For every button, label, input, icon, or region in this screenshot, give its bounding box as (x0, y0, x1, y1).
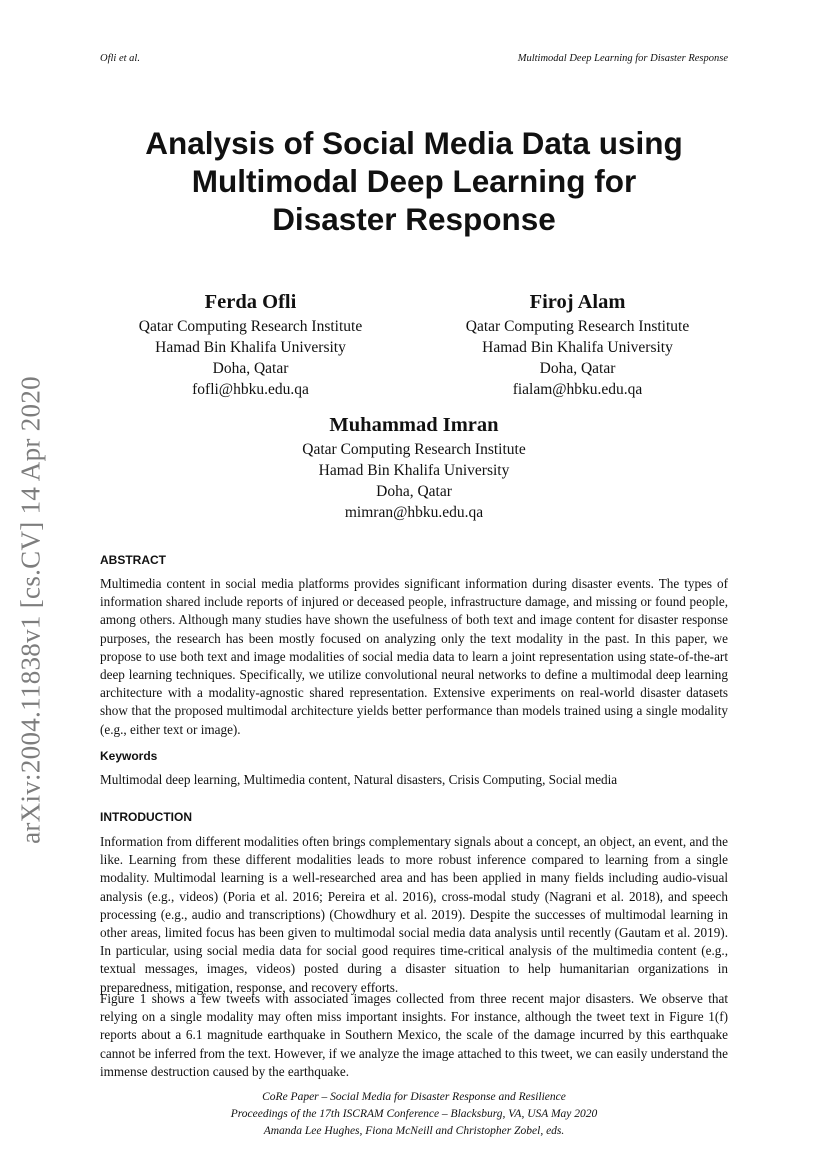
author-university: Hamad Bin Khalifa University (318, 462, 510, 479)
keywords-text: Multimodal deep learning, Multimedia content, Natural disasters, Crisis Computing, Social media (100, 772, 618, 787)
author-institute: Qatar Computing Research Institute (138, 318, 363, 335)
author-institute: Qatar Computing Research Institute (302, 441, 526, 458)
author-location: Doha, Qatar (539, 360, 616, 377)
author-university: Hamad Bin Khalifa University (155, 339, 346, 356)
author-university: Hamad Bin Khalifa University (482, 339, 673, 356)
title-line-2: Multimodal Deep Learning for (191, 163, 637, 199)
paper-title (100, 124, 728, 238)
author-block-alam (445, 289, 710, 400)
title-line-1: Analysis of Social Media Data using (145, 125, 683, 161)
introduction-paragraph-1: Information from different modalities often brings complementary signals about a concept, an object, an event, and the like. Learning from these different modalities leads to more robust inference compared to learning from a single modality. Multimodal learning is a well-researched area and has been applied in many fields including audio-visual analysis (e.g., videos) (Poria et al. 2016; Pereira et al. 2016), cross-modal study (Nagrani et al. 2018), and speech processing (e.g., audio and transcriptions) (Chowdhury et al. 2019). Despite the successes of multimodal learning in other areas, limited focus has been given to multimodal social media data analysis until recently (Gautam et al. 2019). In particular, using social media data for social good requires time-critical analysis of the multimedia content (e.g., textual messages, images, videos) posted during a disaster situation to help humanitarian organizations in preparedness, mitigation, response, and recovery efforts. (100, 834, 728, 995)
author-location: Doha, Qatar (376, 483, 452, 500)
running-header-title: Multimodal Deep Learning for Disaster Response (517, 53, 728, 64)
footer-proceedings: Proceedings of the 17th ISCRAM Conference – Blacksburg, VA, USA May 2020 (230, 1108, 598, 1120)
introduction-paragraph-2: Figure 1 shows a few tweets with associated images collected from three recent major disasters. We observe that relying on a single modality may often miss important insights. For instance, although the tweet text in Figure 1(f) reports about a 6.1 magnitude earthquake in Southern Mexico, the scale of the damage incurred by this earthquake cannot be inferred from the text. However, if we analyze the image attached to this tweet, we can easily understand the immense destruction caused by the earthquake. (100, 991, 728, 1079)
abstract-text: Multimedia content in social media platforms provides significant information during disaster events. The types of information shared include reports of injured or deceased people, infrastructure damage, and missing or found people, among others. Although many studies have shown the usefulness of both text and image content for disaster response purposes, the research has been mostly focused on analyzing only the text modality in the past. In this paper, we propose to use both text and image modalities of social media data to learn a joint representation using state-of-the-art deep learning techniques. Specifically, we utilize convolutional neural networks to define a multimodal deep learning architecture with a modality-agnostic shared representation. Extensive experiments on real-world disaster datasets show that the proposed multimodal architecture yields better performance than models trained using a single modality (e.g., either text or image). (100, 576, 728, 737)
footer-track: CoRe Paper – Social Media for Disaster Response and Resilience (262, 1091, 566, 1103)
author-email: fialam@hbku.edu.qa (512, 381, 643, 398)
author-institute: Qatar Computing Research Institute (465, 318, 690, 335)
author-block-ofli (118, 289, 383, 400)
author-block-imran (280, 412, 548, 523)
title-line-3: Disaster Response (272, 201, 556, 237)
author-name: Muhammad Imran (329, 414, 499, 436)
abstract-heading: ABSTRACT (100, 553, 166, 567)
footer-editors: Amanda Lee Hughes, Fiona McNeill and Christopher Zobel, eds. (263, 1125, 565, 1137)
author-email: fofli@hbku.edu.qa (192, 381, 309, 398)
author-name: Firoj Alam (529, 291, 626, 313)
keywords-heading: Keywords (100, 749, 158, 763)
arxiv-identifier: arXiv:2004.11838v1 [cs.CV] 14 Apr 2020 (15, 375, 46, 844)
arxiv-stamp (6, 362, 56, 857)
author-name: Ferda Ofli (204, 291, 297, 313)
introduction-heading: INTRODUCTION (100, 810, 192, 824)
author-email: mimran@hbku.edu.qa (344, 504, 484, 521)
running-header-authors: Ofli et al. (100, 53, 140, 64)
author-location: Doha, Qatar (212, 360, 289, 377)
conference-footer (100, 1089, 728, 1140)
